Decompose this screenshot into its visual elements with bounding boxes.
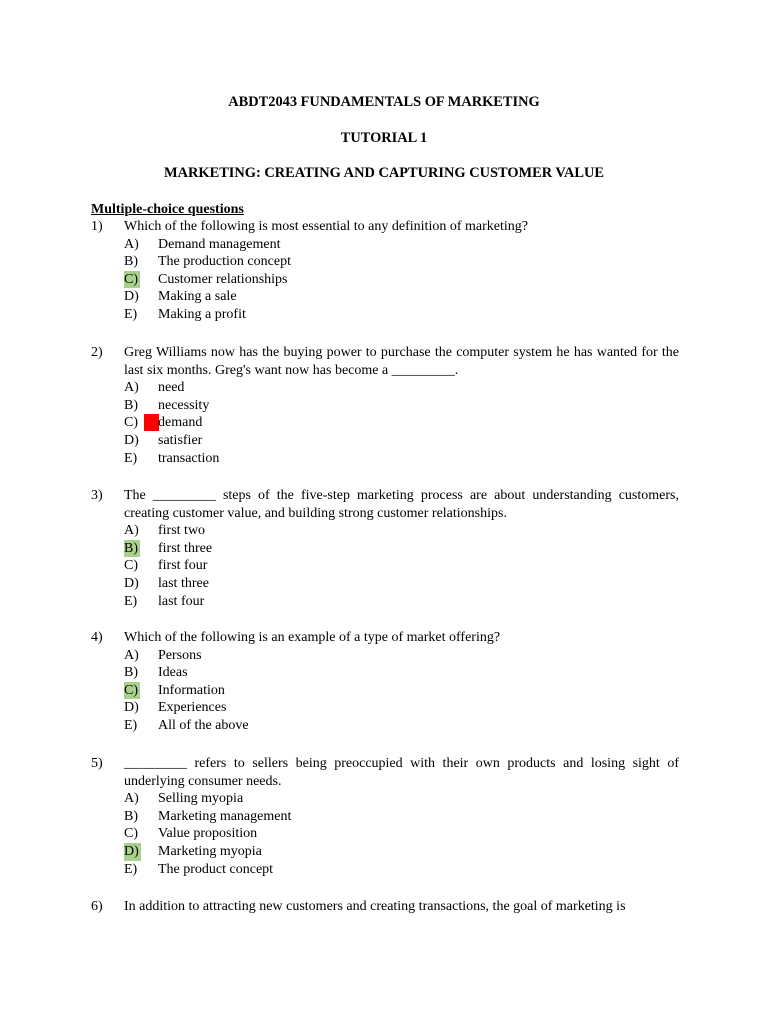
option-text: All of the above (158, 717, 249, 733)
option-b (124, 397, 679, 415)
option-d (124, 432, 679, 450)
option-letter: A) (124, 647, 139, 663)
option-c (124, 557, 679, 575)
option-text: The product concept (158, 861, 274, 877)
option-letter: A) (124, 523, 139, 539)
question-6 (91, 898, 679, 916)
option-text: satisfier (158, 432, 203, 448)
option-text: Ideas (158, 665, 188, 681)
option-text: Marketing management (158, 808, 292, 824)
option-text: Experiences (158, 700, 227, 716)
question-number: 6) (91, 899, 103, 914)
option-letter: B) (124, 254, 138, 270)
question-text: The _________ steps of the five-step marketing process are about understanding customers, creating customer value, and building strong customer relationships. (124, 488, 679, 521)
option-e (124, 717, 679, 735)
option-letter: D) (124, 432, 139, 448)
option-text: Information (158, 682, 225, 698)
option-letter: D) (124, 575, 139, 591)
option-text: Marketing myopia (158, 843, 262, 859)
option-c (124, 414, 679, 432)
option-letter: C) (124, 558, 138, 574)
option-letter-highlighted: D) (124, 843, 139, 859)
option-letter: E) (124, 450, 138, 466)
option-text: Customer relationships (158, 271, 288, 287)
option-d (124, 288, 679, 306)
option-text: first four (158, 558, 208, 574)
option-letter: E) (124, 593, 138, 609)
option-text: demand (158, 415, 203, 431)
question-number: 1) (91, 219, 103, 234)
question-text: In addition to attracting new customers and creating transactions, the goal of marketing is (124, 899, 626, 914)
question-text: Which of the following is most essential to any definition of marketing? (124, 219, 528, 234)
option-e (124, 306, 679, 324)
tutorial-title: TUTORIAL 1 (340, 130, 428, 146)
option-text: Demand management (158, 236, 281, 252)
option-letter: D) (124, 289, 139, 305)
option-letter-highlighted: C) (124, 271, 138, 287)
option-a (124, 379, 679, 397)
question-number: 3) (91, 488, 103, 503)
option-letter: A) (124, 236, 139, 252)
option-a (124, 522, 679, 540)
topic-title: MARKETING: CREATING AND CAPTURING CUSTOMER VALUE (164, 165, 604, 181)
option-c (124, 271, 679, 289)
question-text: _________ refers to sellers being preoccupied with their own products and losing sight of underlying consumer needs. (124, 756, 679, 789)
option-letter: E) (124, 306, 138, 322)
option-e (124, 593, 679, 611)
question-text: Which of the following is an example of a type of market offering? (124, 630, 501, 645)
option-d (124, 575, 679, 593)
option-d (124, 699, 679, 717)
option-c (124, 682, 679, 700)
option-text: last three (158, 575, 209, 591)
option-text: transaction (158, 450, 220, 466)
option-b (124, 253, 679, 271)
option-letter: A) (124, 380, 139, 396)
option-letter: E) (124, 861, 138, 877)
question-text: Greg Williams now has the buying power to purchase the computer system he has wanted for the last six months. Greg's want now has become a _________. (124, 345, 679, 378)
question-2 (91, 344, 679, 467)
option-letter: C) (124, 415, 138, 431)
question-4 (91, 629, 679, 735)
option-a (124, 647, 679, 665)
question-number: 2) (91, 345, 103, 360)
option-letter-highlighted: C) (124, 682, 138, 698)
question-number: 5) (91, 756, 103, 771)
question-number: 4) (91, 630, 103, 645)
option-b (124, 664, 679, 682)
option-d (124, 843, 679, 861)
option-text: Persons (158, 647, 202, 663)
option-text: need (158, 380, 185, 396)
option-e (124, 861, 679, 879)
option-letter: E) (124, 717, 138, 733)
option-a (124, 790, 679, 808)
option-text: Making a profit (158, 306, 246, 322)
course-title: ABDT2043 FUNDAMENTALS OF MARKETING (228, 94, 540, 110)
red-highlight-mark (144, 414, 159, 431)
question-5 (91, 755, 679, 878)
option-b (124, 808, 679, 826)
option-letter: B) (124, 397, 138, 413)
option-a (124, 236, 679, 254)
option-text: Selling myopia (158, 791, 244, 807)
option-text: necessity (158, 397, 210, 413)
option-text: first three (158, 540, 213, 556)
option-letter: D) (124, 700, 139, 716)
option-letter: A) (124, 791, 139, 807)
option-letter: B) (124, 808, 138, 824)
option-letter: B) (124, 665, 138, 681)
option-letter-highlighted: B) (124, 540, 138, 556)
option-c (124, 825, 679, 843)
option-text: last four (158, 593, 205, 609)
option-b (124, 540, 679, 558)
option-text: Value proposition (158, 826, 258, 842)
option-e (124, 450, 679, 468)
section-title: Multiple-choice questions (91, 202, 244, 217)
option-text: first two (158, 523, 206, 539)
question-3 (91, 487, 679, 610)
option-text: Making a sale (158, 289, 237, 305)
option-text: The production concept (158, 254, 291, 270)
question-1 (91, 218, 679, 324)
option-letter: C) (124, 826, 138, 842)
